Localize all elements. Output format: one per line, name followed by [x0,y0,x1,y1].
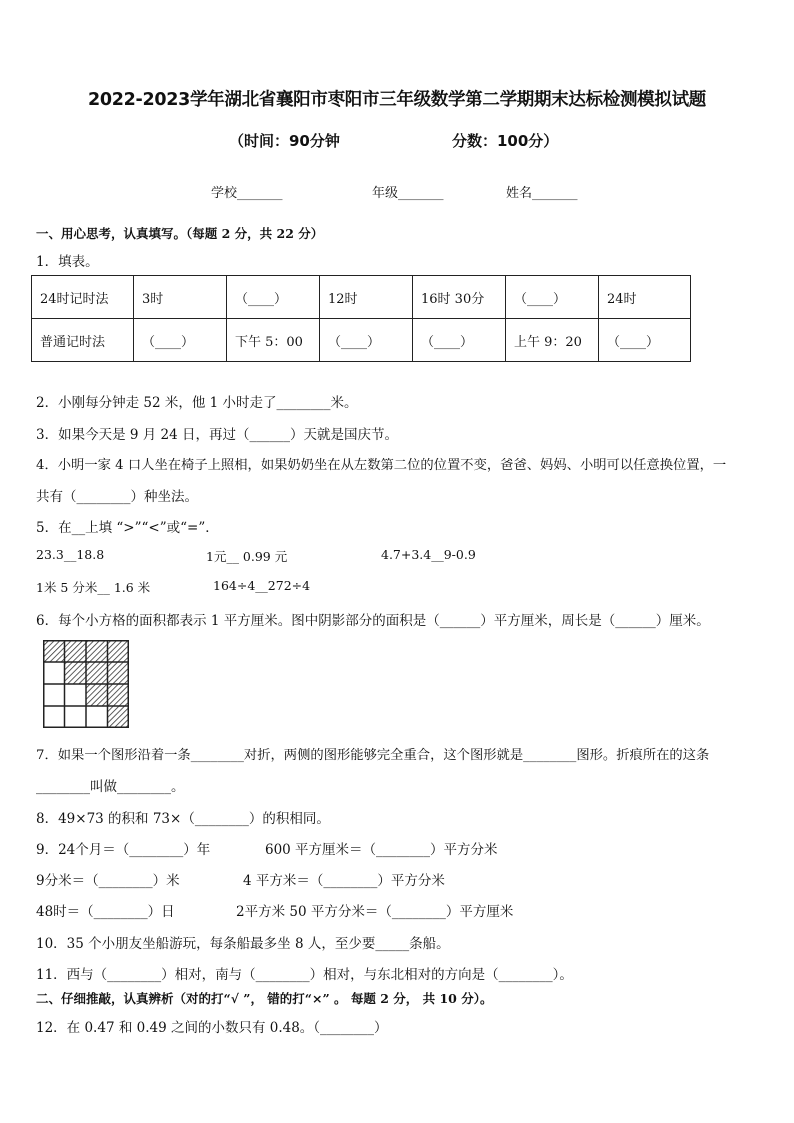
table-row [32,319,691,362]
compare-item: 1元__ 0.99 元 [206,549,288,564]
grade-field: 年级_______ [372,186,444,201]
table-row [32,276,691,319]
shaded-grid-figure [43,640,129,728]
unit-conversion: 600 平方厘米＝（________）平方分米 [265,842,498,858]
question-10: 10．35 个小朋友坐船游玩，每条船最多坐 8 人，至少要_____条船。 [36,936,450,952]
exam-score: 分数：100分） [452,132,559,150]
table-cell: （____） [320,319,413,362]
compare-item: 164÷4__272÷4 [213,578,311,593]
question-2: 2．小刚每分钟走 52 米，他 1 小时走了________米。 [36,395,358,411]
question-7-line-2: ________叫做________。 [36,779,185,795]
unit-conversion: 9分米＝（________）米 [36,873,180,889]
table-cell: （____） [227,276,320,319]
question-3: 3．如果今天是 9 月 24 日，再过（______）天就是国庆节。 [36,427,399,443]
exam-title: 2022-2023学年湖北省襄阳市枣阳市三年级数学第二学期期末达标检测模拟试题 [88,90,706,110]
section-2-heading: 二、仔细推敲，认真辨析（对的打“√ ”， 错的打“×” 。 每题 2 分， 共 10 分）。 [36,991,493,1006]
question-4-line-1: 4．小明一家 4 口人坐在椅子上照相，如果奶奶坐在从左数第二位的位置不变，爸爸、妈妈、小明可以任意换位置，一 [36,458,727,473]
unit-conversion: 4 平方米＝（________）平方分米 [243,873,445,889]
table-cell: 24时记时法 [32,276,134,319]
compare-item: 1米 5 分米__ 1.6 米 [36,580,151,595]
exam-time: （时间：90分钟 [229,132,340,150]
compare-item: 4.7+3.4__9-0.9 [381,547,476,562]
table-cell: （____） [134,319,227,362]
time-conversion-table [31,275,691,362]
question-5-label: 5．在__上填 “>”“<”或“=”． [36,520,219,536]
question-6: 6．每个小方格的面积都表示 1 平方厘米。图中阴影部分的面积是（______）平方厘米，周长是（______）厘米。 [36,613,710,629]
table-cell: （____） [413,319,506,362]
table-cell: 普通记时法 [32,319,134,362]
name-field: 姓名_______ [506,186,578,201]
question-1-label: 1．填表。 [36,254,99,270]
unit-conversion: 48时＝（________）日 [36,904,175,920]
table-cell: 12时 [320,276,413,319]
compare-item: 23.3__18.8 [36,547,105,562]
question-8: 8．49×73 的积和 73×（________）的积相同。 [36,811,330,827]
question-4-line-2: 共有（________）种坐法。 [36,489,198,505]
section-1-heading: 一、用心思考，认真填写。（每题 2 分，共 22 分） [36,226,324,241]
question-11: 11．西与（________）相对，南与（________）相对，与东北相对的方向是（________）。 [36,967,573,983]
table-cell: 上午 9：20 [506,319,599,362]
school-field: 学校_______ [211,186,283,201]
question-12: 12．在 0.47 和 0.49 之间的小数只有 0.48。（________） [36,1020,388,1036]
table-cell: 16时 30分 [413,276,506,319]
table-cell: （____） [506,276,599,319]
question-7-line-1: 7．如果一个图形沿着一条________对折，两侧的图形能够完全重合，这个图形就是________图形。折痕所在的这条 [36,748,710,763]
table-cell: 下午 5：00 [227,319,320,362]
table-cell: 3时 [134,276,227,319]
unit-conversion: 9．24个月＝（________）年 [36,842,211,858]
table-cell: 24时 [599,276,691,319]
unit-conversion: 2平方米 50 平方分米＝（________）平方厘米 [236,904,514,920]
table-cell: （____） [599,319,691,362]
